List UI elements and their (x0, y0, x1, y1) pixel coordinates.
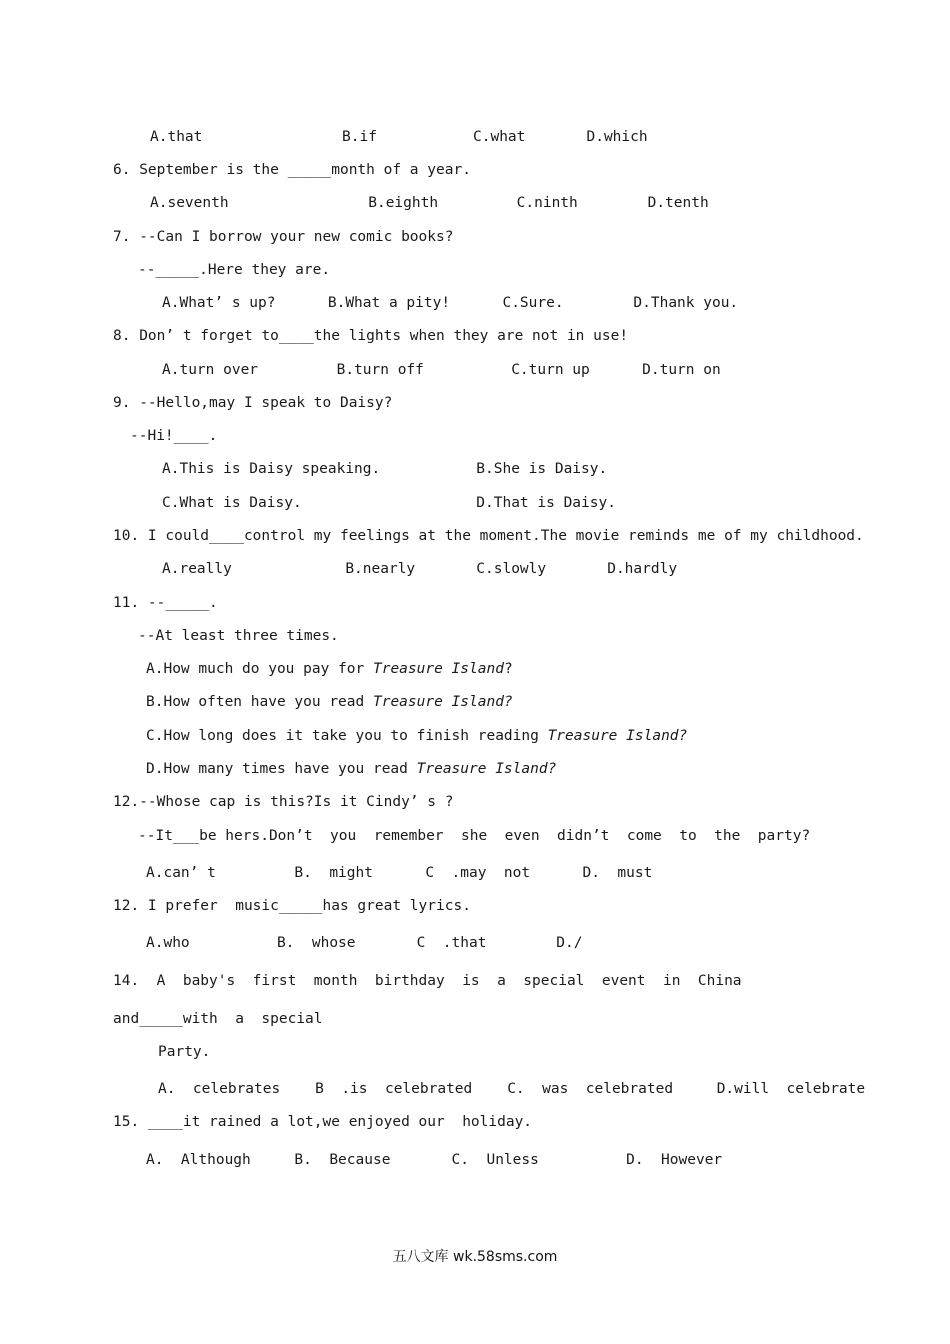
book-title: Treasure Island? (416, 761, 557, 777)
q10-question: 10. I could____control my feelings at the moment.The movie reminds me of my childhood. (113, 528, 864, 544)
q8-question: 8. Don’ t forget to____the lights when they are not in use! (113, 328, 629, 344)
q5-options: A.that B.if C.what D.which (150, 129, 648, 145)
q9-options-ab: A.This is Daisy speaking. B.She is Daisy. (162, 461, 608, 477)
q7-question: 7. --Can I borrow your new comic books? (113, 229, 454, 245)
footer-watermark: 五八文库 wk.58sms.com (392, 1249, 558, 1265)
q7-options: A.What’ s up? B.What a pity! C.Sure. D.Thank you. (162, 295, 739, 311)
q11-option-a (146, 660, 513, 678)
option-text: A.How much do you pay for (146, 661, 373, 677)
q9-options-cd: C.What is Daisy. D.That is Daisy. (162, 495, 616, 511)
option-text: ? (503, 661, 513, 677)
q12-question: 12.--Whose cap is this?Is it Cindy’ s ? (113, 794, 454, 810)
q12-response: --It___be hers.Don’t you remember she even didn’t come to the party? (138, 828, 811, 844)
q11-option-c (146, 727, 687, 745)
book-title: Treasure Island (372, 661, 504, 677)
option-text: D.How many times have you read (146, 761, 417, 777)
q15-question: 15. ____it rained a lot,we enjoyed our holiday. (113, 1114, 533, 1130)
q10-options: A.really B.nearly C.slowly D.hardly (162, 561, 678, 577)
q13-question: 12. I prefer music_____has great lyrics. (113, 898, 471, 914)
q6-options: A.seventh B.eighth C.ninth D.tenth (150, 195, 709, 211)
option-text: B.How often have you read (146, 694, 373, 710)
q6-question: 6. September is the _____month of a year. (113, 162, 471, 178)
q11-option-d (146, 760, 556, 778)
q12-options: A.can’ t B. might C .may not D. must (146, 865, 653, 881)
book-title: Treasure Island? (372, 694, 513, 710)
q9-response: --Hi!____. (130, 428, 218, 444)
q13-options: A.who B. whose C .that D./ (146, 935, 583, 951)
q11-response: --At least three times. (138, 628, 339, 644)
q14-question: 14. A baby's first month birthday is a special event in China (113, 973, 742, 989)
q11-option-b (146, 693, 513, 711)
q9-question: 9. --Hello,may I speak to Daisy? (113, 395, 393, 411)
q14-question-cont: and_____with a special (113, 1011, 323, 1027)
q14-options: A. celebrates B .is celebrated C. was celebrated D.will celebrate (158, 1081, 866, 1097)
option-text: C.How long does it take you to finish reading (146, 728, 548, 744)
book-title: Treasure Island? (547, 728, 688, 744)
q8-options: A.turn over B.turn off C.turn up D.turn on (162, 362, 721, 378)
q15-options: A. Although B. Because C. Unless D. However (146, 1152, 723, 1168)
q14-question-end: Party. (158, 1044, 211, 1060)
q7-response: --_____.Here they are. (138, 262, 331, 278)
q11-question: 11. --_____. (113, 595, 218, 611)
